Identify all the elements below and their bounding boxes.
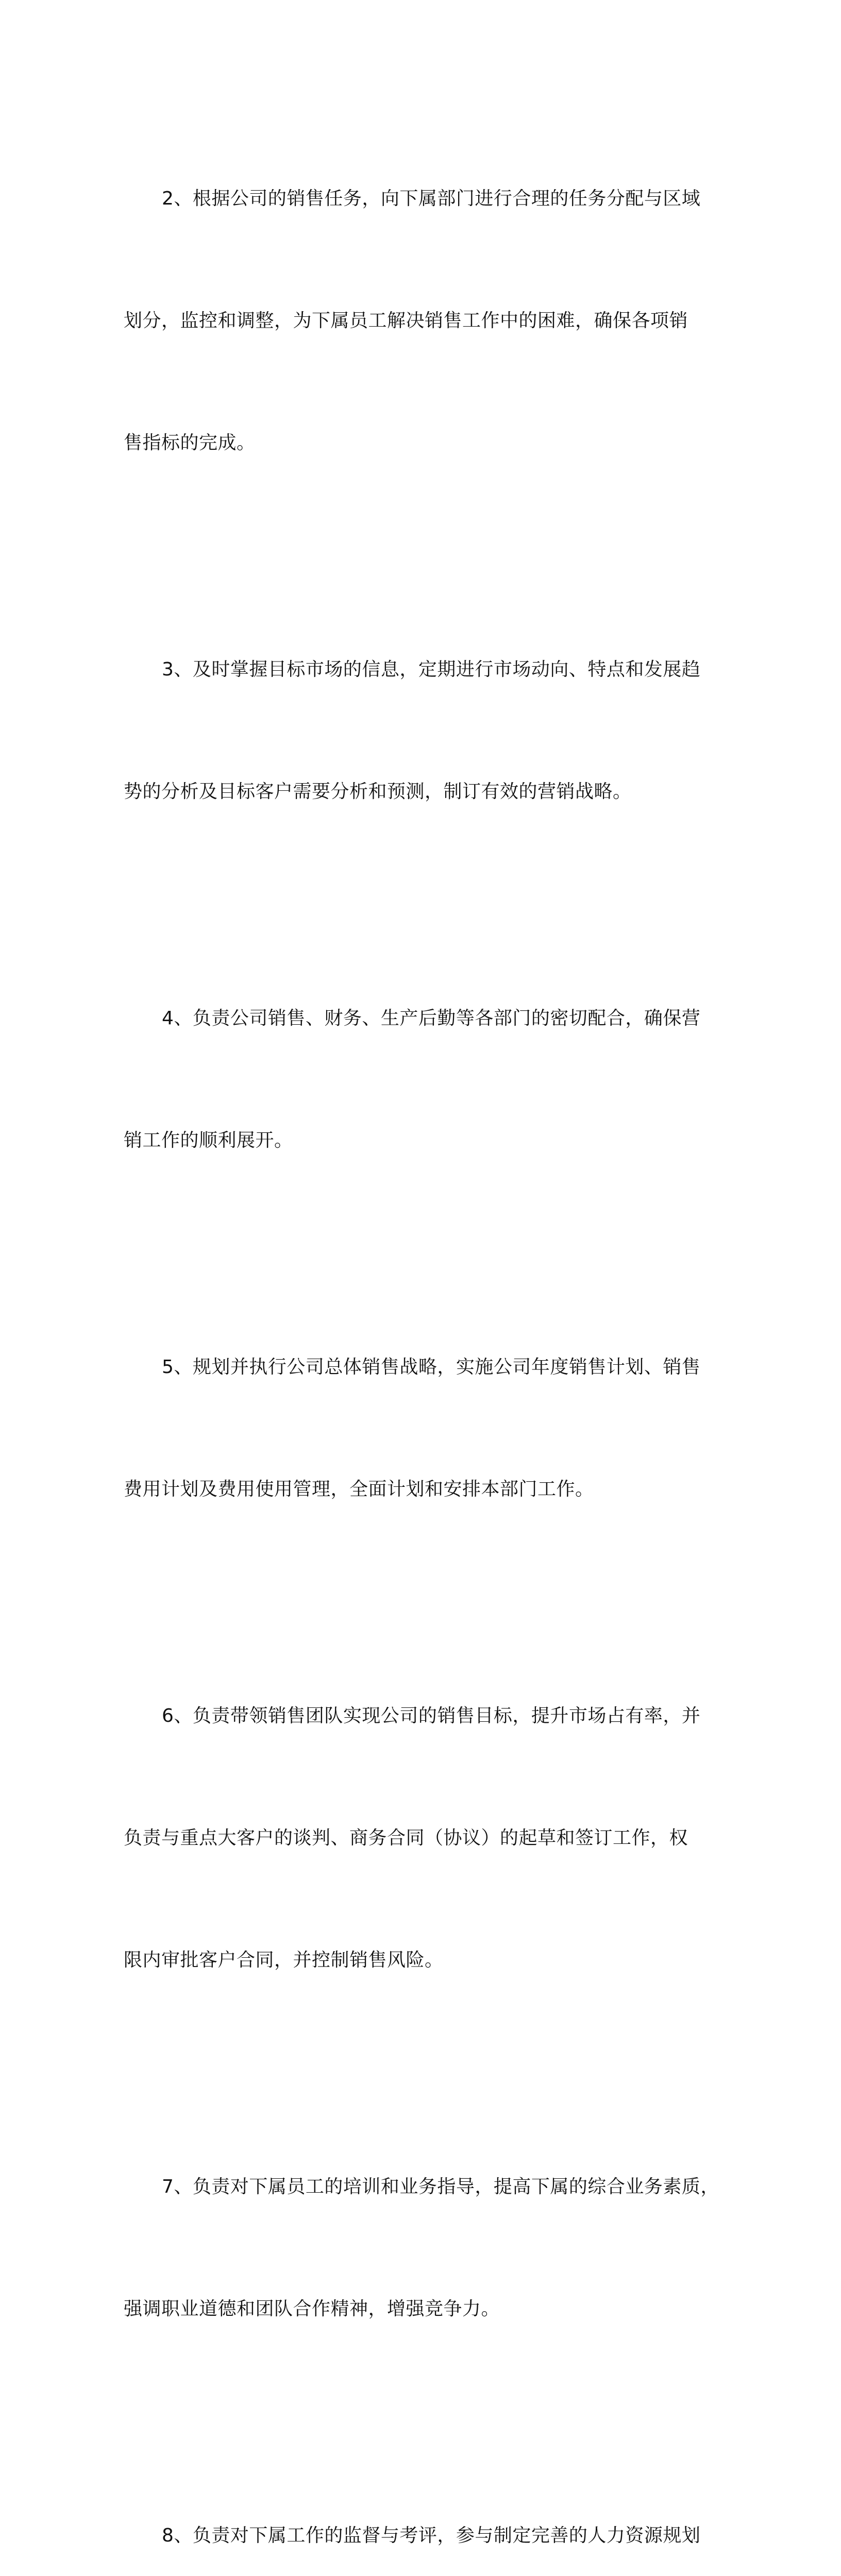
paragraph-line: 4、负责公司销售、财务、生产后勤等各部门的密切配合，确保营: [162, 1008, 701, 1029]
paragraph-item-2: [124, 97, 726, 545]
paragraph-line: 费用计划及费用使用管理，全面计划和安排本部门工作。: [124, 1479, 594, 1500]
paragraph-item-6: [124, 1614, 726, 2062]
paragraph-line: 2、根据公司的销售任务，向下属部门进行合理的任务分配与区域: [162, 188, 701, 209]
paragraph-item-4: [124, 917, 726, 1242]
paragraph-item-3: [124, 568, 726, 893]
paragraph-line: 强调职业道德和团队合作精神，增强竞争力。: [124, 2298, 500, 2319]
paragraph-item-7: [124, 2085, 726, 2411]
paragraph-line: 势的分析及目标客户需要分析和预测，制订有效的营销战略。: [124, 781, 632, 802]
paragraph-line: 售指标的完成。: [124, 432, 256, 453]
paragraph-line: 限内审批客户合同，并控制销售风险。: [124, 1950, 444, 1971]
paragraph-line: 8、负责对下属工作的监督与考评，参与制定完善的人力资源规划: [162, 2525, 701, 2546]
paragraph-line: 5、规划并执行公司总体销售战略，实施公司年度销售计划、销售: [162, 1357, 701, 1378]
paragraph-line: 6、负责带领销售团队实现公司的销售目标，提升市场占有率，并: [162, 1705, 701, 1726]
paragraph-item-5: [124, 1265, 726, 1591]
paragraph-line: 3、及时掌握目标市场的信息，定期进行市场动向、特点和发展趋: [162, 659, 701, 680]
paragraph-item-8: [124, 2434, 726, 2576]
paragraph-line: 划分，监控和调整，为下属员工解决销售工作中的困难，确保各项销: [124, 310, 688, 331]
document-page: [124, 97, 726, 2576]
paragraph-line: 销工作的顺利展开。: [124, 1130, 293, 1151]
paragraph-line: 负责与重点大客户的谈判、商务合同（协议）的起草和签订工作，权: [124, 1827, 688, 1849]
paragraph-line: 7、负责对下属员工的培训和业务指导，提高下属的综合业务素质，: [162, 2176, 719, 2197]
